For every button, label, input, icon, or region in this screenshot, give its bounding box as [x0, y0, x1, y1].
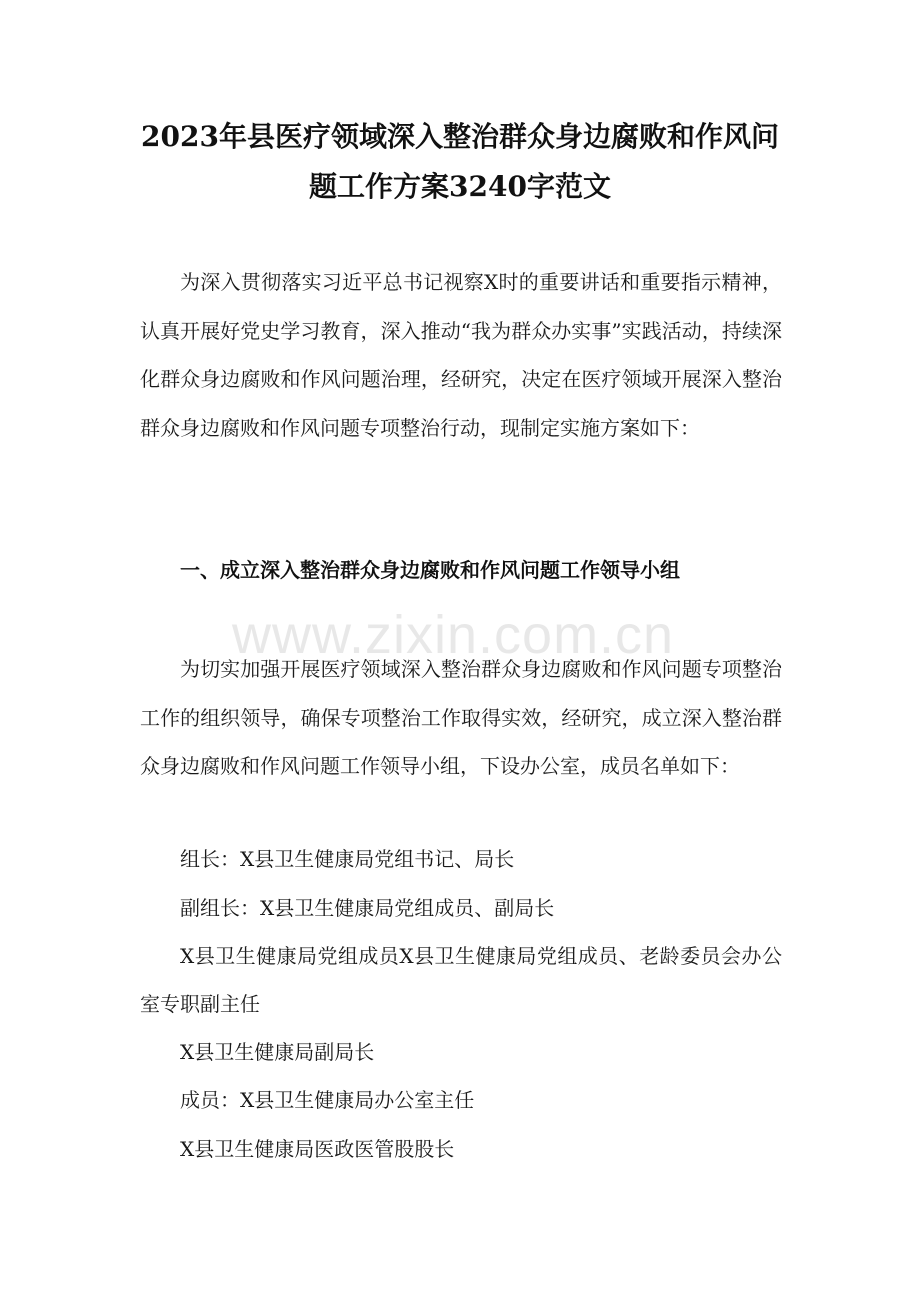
member-line-a: X县卫生健康局党组成员X县卫生健康局党组成员、老龄委员会办公室专职副主任: [140, 944, 782, 1016]
section-1-heading: 一、成立深入整治群众身边腐败和作风问题工作领导小组: [180, 558, 680, 582]
title-line-1: 2023年县医疗领域深入整治群众身边腐败和作风问: [141, 120, 779, 153]
members-line: 成员：X县卫生健康局办公室主任: [180, 1088, 475, 1112]
member-line-c: X县卫生健康局医政医管股股长: [180, 1137, 455, 1161]
document-title: [140, 112, 780, 212]
watermark: www.zixin.com.cn: [232, 605, 675, 665]
section-1-paragraph: 为切实加强开展医疗领域深入整治群众身边腐败和作风问题专项整治工作的组织领导，确保专项整治工作取得实效，经研究，成立深入整治群众身边腐败和作风问题工作领导小组，下设办公室，成员名单如下：: [140, 657, 782, 778]
intro-paragraph: 为深入贯彻落实习近平总书记视察X时的重要讲话和重要指示精神，认真开展好党史学习教育，深入推动“我为群众办实事”实践活动，持续深化群众身边腐败和作风问题治理，经研究，决定在医疗领域开展深入整治群众身边腐败和作风问题专项整治行动，现制定实施方案如下：: [140, 270, 782, 440]
title-line-2: 题工作方案3240字范文: [309, 170, 611, 203]
leader-line: 组长：X县卫生健康局党组书记、局长: [180, 847, 515, 871]
member-line-b: X县卫生健康局副局长: [180, 1040, 375, 1064]
deputy-leader-line: 副组长：X县卫生健康局党组成员、副局长: [180, 896, 555, 920]
